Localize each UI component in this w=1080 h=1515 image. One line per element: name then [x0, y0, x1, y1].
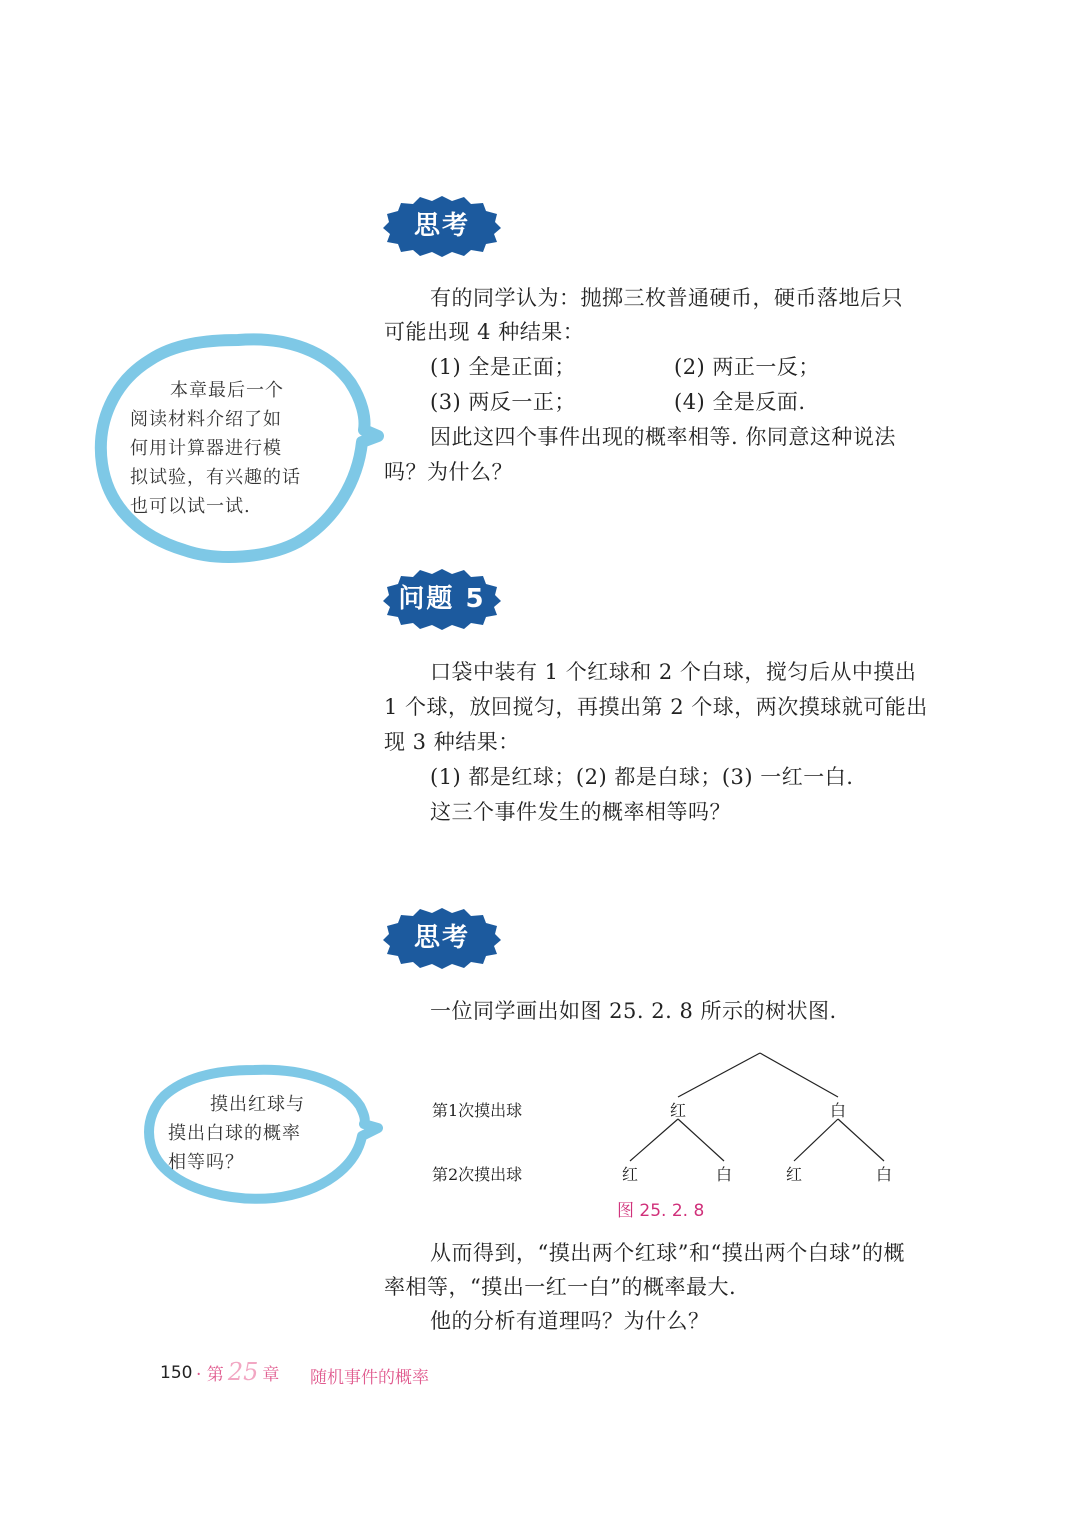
bubble2-line-2: 摸出白球的概率	[168, 1123, 301, 1144]
section3-intro: 一位同学画出如图 25. 2. 8 所示的树状图.	[430, 999, 837, 1023]
section1-line-1: 有的同学认为：抛掷三枚普通硬币，硬币落地后只	[430, 286, 903, 310]
section3-line-2: 率相等，“摸出一红一白”的概率最大.	[384, 1275, 737, 1299]
chapter-prefix: · 第	[196, 1365, 224, 1385]
tree-row1-label: 第1次摸出球	[432, 1101, 523, 1120]
bubble1-line-2: 阅读材料介绍了如	[130, 409, 282, 430]
chapter-suffix: 章	[262, 1365, 280, 1385]
tree-row2-label: 第2次摸出球	[432, 1165, 523, 1184]
bubble1-line-1: 本章最后一个	[170, 380, 284, 401]
section1-option-1: (1) 全是正面；	[430, 355, 576, 379]
margin-note-bubble-1	[88, 330, 388, 570]
chapter-title: 随机事件的概率	[310, 1368, 429, 1388]
think-badge-2	[382, 906, 502, 970]
section1-line-4: 吗？为什么？	[384, 460, 513, 484]
bubble2-line-1: 摸出红球与	[210, 1094, 305, 1115]
section1-option-2: (2) 两正一反；	[674, 355, 820, 379]
figure-caption: 图 25. 2. 8	[617, 1201, 705, 1221]
footer-chapter	[196, 1358, 279, 1386]
bubble1-line-4: 拟试验，有兴趣的话	[130, 467, 301, 488]
page-number: 150	[160, 1363, 193, 1383]
tree-node-l2-white-2: 白	[875, 1165, 892, 1184]
section3-line-1: 从而得到，“摸出两个红球”和“摸出两个白球”的概	[430, 1241, 905, 1265]
section1-option-3: (3) 两反一正；	[430, 390, 576, 414]
section1-option-4: (4) 全是反面.	[674, 390, 806, 414]
section2-line-4: (1) 都是红球；(2) 都是白球；(3) 一红一白.	[430, 765, 854, 789]
section3-line-3: 他的分析有道理吗？为什么？	[430, 1309, 710, 1333]
chapter-number: 25	[227, 1358, 259, 1386]
tree-node-l1-red: 红	[669, 1101, 686, 1120]
bubble2-line-3: 相等吗？	[168, 1152, 244, 1173]
margin-note-bubble-2	[134, 1060, 384, 1208]
tree-node-l2-red-2: 红	[785, 1165, 802, 1184]
section1-line-2: 可能出现 4 种结果：	[384, 320, 585, 344]
think-badge-2-label: 思考	[413, 923, 470, 953]
problem-badge	[382, 567, 502, 631]
section2-line-2: 1 个球，放回搅匀，再摸出第 2 个球，两次摸球就可能出	[384, 695, 928, 719]
section2-line-5: 这三个事件发生的概率相等吗？	[430, 800, 731, 824]
tree-branches	[600, 1045, 910, 1175]
section1-line-3: 因此这四个事件出现的概率相等. 你同意这种说法	[430, 425, 896, 449]
tree-node-l2-white-1: 白	[715, 1165, 732, 1184]
section2-line-1: 口袋中装有 1 个红球和 2 个白球，搅匀后从中摸出	[430, 660, 917, 684]
problem-badge-label: 问题 5	[398, 584, 486, 614]
tree-node-l1-white: 白	[829, 1101, 846, 1120]
bubble1-line-5: 也可以试一试.	[130, 496, 251, 517]
section2-line-3: 现 3 种结果：	[384, 730, 520, 754]
think-badge	[382, 194, 502, 258]
tree-node-l2-red-1: 红	[621, 1165, 638, 1184]
think-badge-label: 思考	[413, 211, 470, 241]
bubble1-line-3: 何用计算器进行模	[130, 438, 282, 459]
